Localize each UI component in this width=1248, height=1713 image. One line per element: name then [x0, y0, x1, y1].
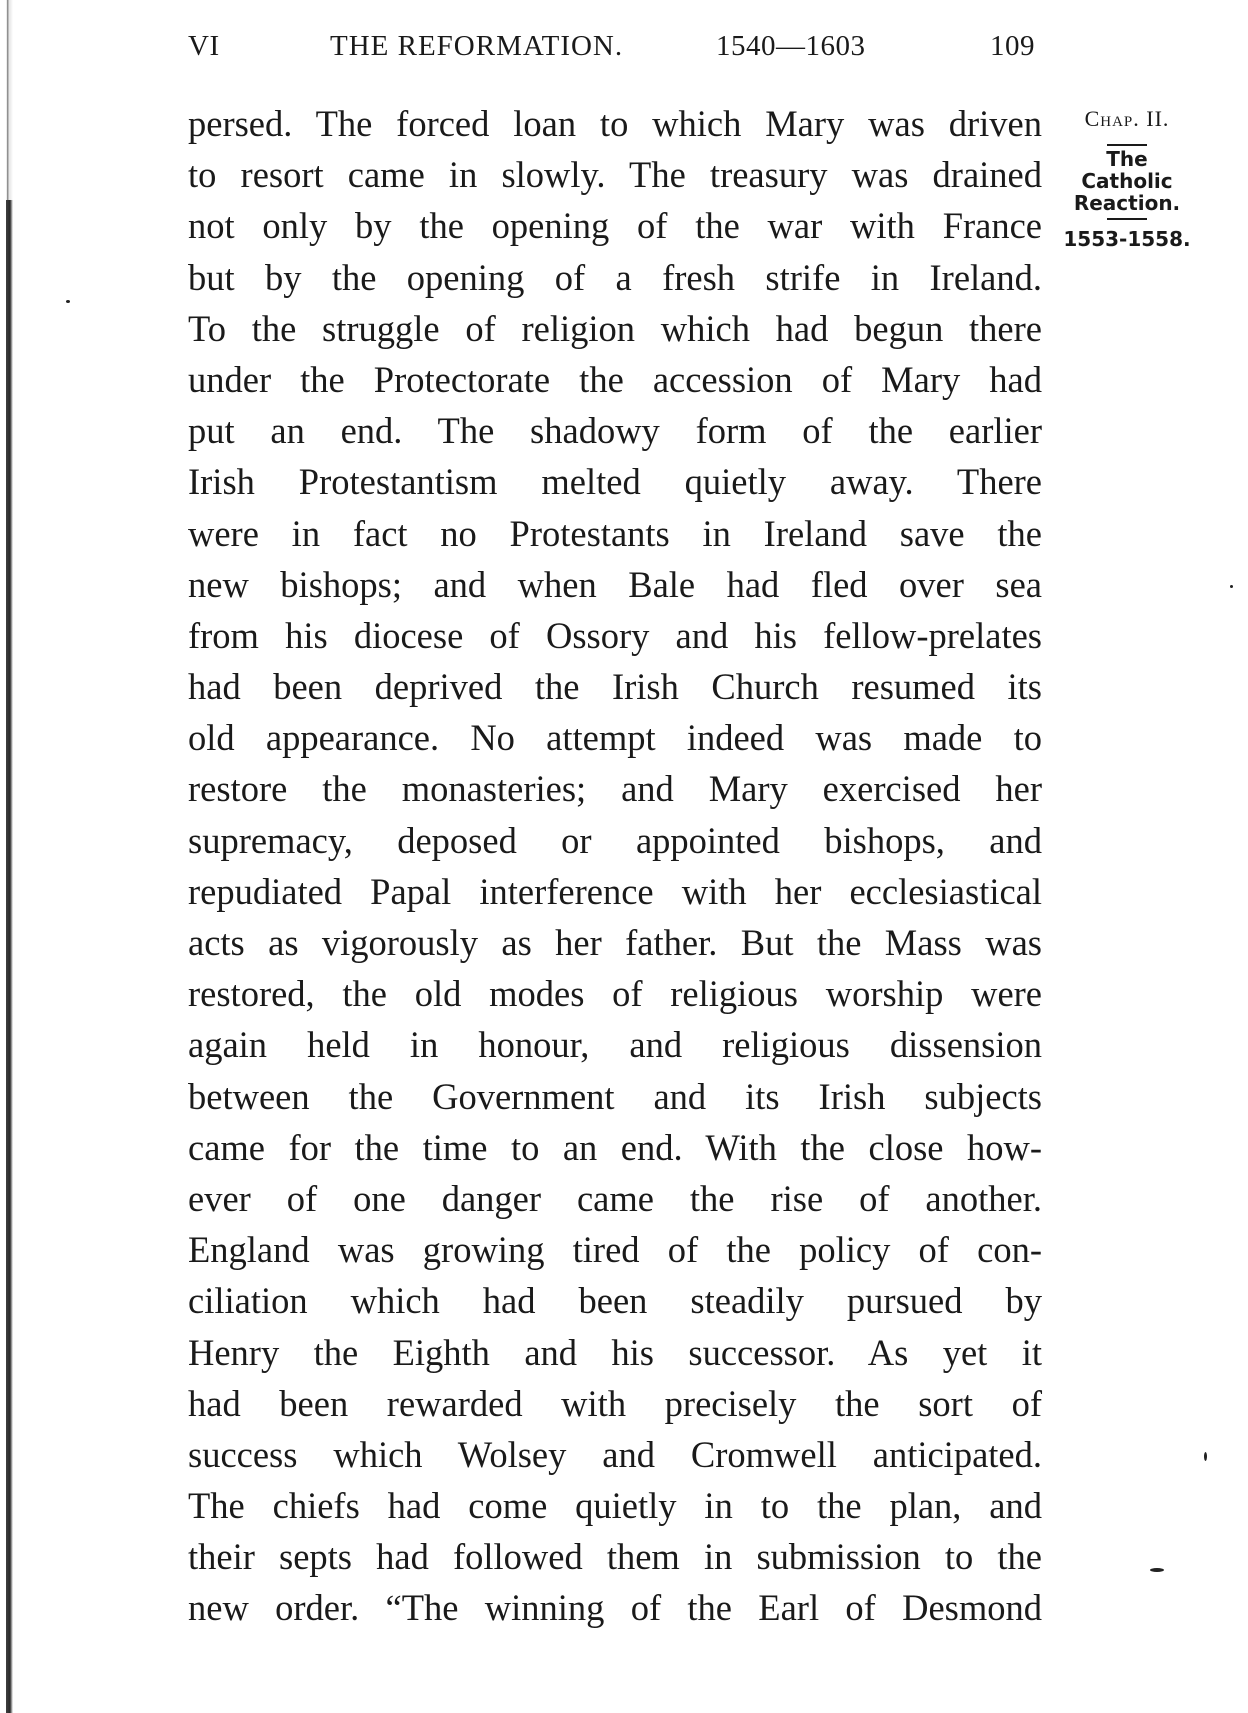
scan-speck [66, 300, 70, 303]
text-line: acts as vigorously as her father. But the Mass was [188, 922, 1042, 963]
text-line: came for the time to an end. With the close how- [188, 1126, 1042, 1168]
text-line: not only by the opening of the war with France [188, 205, 1042, 247]
text-line: again held in honour, and religious dissension [188, 1024, 1042, 1066]
text-line: To the struggle of religion which had begun there [188, 307, 1042, 349]
text-line: supremacy, deposed or appointed bishops, and [188, 819, 1042, 861]
text-line: had been rewarded with precisely the sort of [188, 1382, 1042, 1424]
text-line: to resort came in slowly. The treasury was drained [188, 154, 1042, 196]
text-line: Irish Protestantism melted quietly away. There [188, 461, 1042, 503]
text-line: Henry the Eighth and his successor. As yet it [188, 1331, 1042, 1373]
text-line: persed. The forced loan to which Mary was driven [188, 103, 1042, 144]
text-line: repudiated Papal interference with her ecclesiastical [188, 870, 1042, 912]
text-line: between the Government and its Irish subjects [188, 1075, 1042, 1117]
running-head-dates: 1540—1603 [716, 30, 866, 62]
running-head-chapter: VI [188, 30, 220, 62]
text-line: had been deprived the Irish Church resumed its [188, 666, 1042, 708]
text-line: their septs had followed them in submission to the [188, 1536, 1042, 1578]
text-line: restore the monasteries; and Mary exercised her [188, 768, 1042, 810]
scan-speck [1230, 585, 1233, 588]
sidenote-topic-line: Catholic [1081, 169, 1173, 193]
text-line: from his diocese of Ossory and his fellow-prelates [188, 614, 1042, 656]
margin-sidenote [1062, 104, 1192, 254]
text-line: new order. “The winning of the Earl of Desmond [188, 1587, 1042, 1629]
body-text [188, 98, 1042, 1634]
running-head-title: THE REFORMATION. [330, 30, 624, 62]
scan-speck [1204, 1452, 1207, 1461]
sidenote-topic-line: Reaction. [1073, 191, 1181, 215]
text-line: restored, the old modes of religious worship were [188, 973, 1042, 1015]
text-line: The chiefs had come quietly in to the plan, and [188, 1485, 1042, 1527]
sidenote-dates: 1553-1558. [1063, 227, 1191, 251]
text-line: ever of one danger came the rise of another. [188, 1177, 1042, 1219]
page-number: 109 [990, 30, 1035, 62]
text-line: under the Protectorate the accession of Mary had [188, 358, 1042, 400]
text-line: put an end. The shadowy form of the earlier [188, 410, 1042, 452]
text-line: new bishops; and when Bale had fled over sea [188, 563, 1042, 605]
sidenote-chapter: Chap. II. [1084, 106, 1170, 131]
text-line: England was growing tired of the policy of con- [188, 1229, 1042, 1271]
text-line: but by the opening of a fresh strife in Ireland. [188, 256, 1042, 298]
sidenote-rule [1107, 144, 1147, 146]
text-line: old appearance. No attempt indeed was made to [188, 717, 1042, 759]
scan-speck [1150, 1568, 1164, 1572]
text-line: success which Wolsey and Cromwell anticipated. [188, 1433, 1042, 1475]
sidenote-rule [1107, 218, 1147, 220]
running-head [0, 30, 1248, 70]
text-line: were in fact no Protestants in Ireland save the [188, 512, 1042, 554]
scan-binding-edge [0, 0, 14, 1713]
text-line: ciliation which had been steadily pursued by [188, 1280, 1042, 1322]
sidenote-topic-line: The [1106, 147, 1148, 171]
